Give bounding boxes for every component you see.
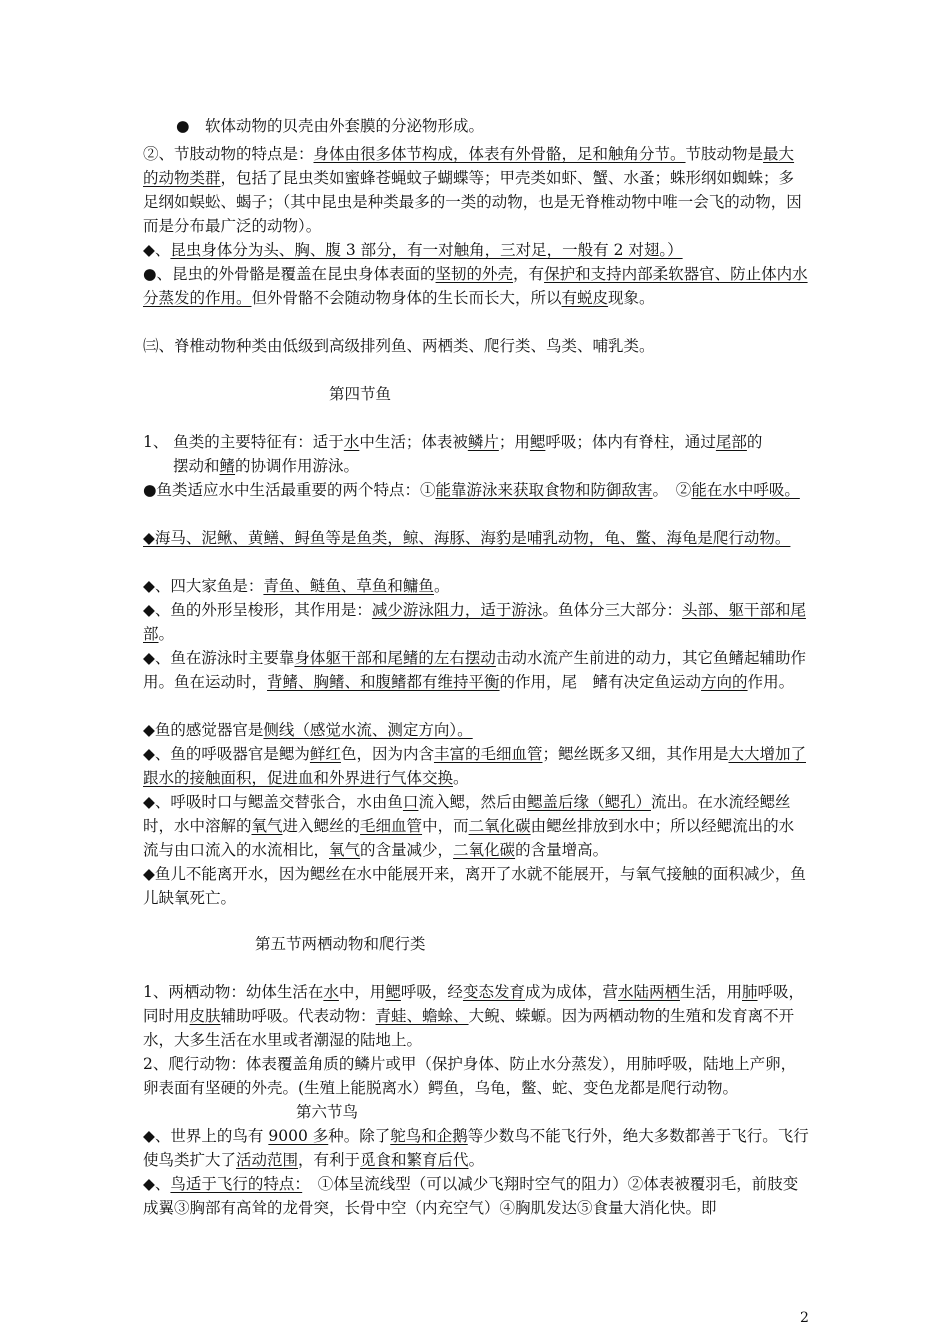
underlined-term: 觅食和繁育后代 <box>360 1151 469 1169</box>
underlined-term: 鳞片 <box>467 433 499 451</box>
text-run: 。 <box>158 625 175 643</box>
paragraph-reptiles: 2、爬行动物：体表覆盖角质的鳞片或甲（保护身体、防止水分蒸发），用肺呼吸，陆地上产卵，卵表面有坚硬的外壳。(生殖上能脱离水）鳄鱼，乌龟，鳖、蛇、变色龙都是爬行动物。 <box>143 1055 797 1097</box>
text-run: 中生活；体表被 <box>359 433 468 451</box>
paragraph-four-carps <box>143 574 809 598</box>
section-heading-fish: 第四节鱼 <box>329 385 392 403</box>
text-run: ◆、呼吸时口与鳃盖交替张合，水由鱼 <box>143 793 403 811</box>
underlined-term: 青鱼、鲢鱼、草鱼和鳙鱼 <box>263 577 434 595</box>
paragraph-insect-exoskeleton <box>143 262 809 310</box>
text-run: ，有利于 <box>298 1151 361 1169</box>
text-run: 呼吸，同时用 <box>143 983 805 1025</box>
paragraph-amphibians <box>143 980 809 1052</box>
underlined-term: 鳃 <box>385 983 401 1001</box>
section-heading-birds: 第六节鸟 <box>296 1103 359 1121</box>
text-run: 的协调作用游泳。 <box>235 457 360 475</box>
underlined-term: 最大的动物类群 <box>143 145 795 187</box>
underlined-term: 侧线（感觉水流、测定方向）。 <box>263 721 473 739</box>
text-run: ②、节肢动物的特点是： <box>143 145 314 163</box>
underlined-term: 活动范围 <box>236 1151 299 1169</box>
text-run: ●、昆虫的外骨骼是覆盖在昆虫身体表面的 <box>143 265 436 283</box>
text-run: 。鱼体分三大部分： <box>542 601 682 619</box>
text-run: 等少数鸟不能飞行外，绝大多数都善于飞行。飞行使鸟类扩大了 <box>143 1127 809 1169</box>
underlined-term: 水陆两栖 <box>617 983 680 1001</box>
underlined-term: 变态发育 <box>462 983 525 1001</box>
underlined-term: 昆虫身体分为头、胸、腹 3 部分，有一对触角，三对足，一般有 2 对翅。） <box>170 241 683 259</box>
section-heading-amphibians: 第五节两栖动物和爬行类 <box>255 935 426 953</box>
underlined-term: 鸟适于飞行的特点： <box>170 1175 303 1193</box>
paragraph-fish-features-cont <box>173 454 809 478</box>
paragraph-insect-body <box>143 238 809 262</box>
paragraph-bird-flight <box>143 1172 809 1220</box>
paragraph-mollusk-shell: ● 软体动物的贝壳由外套膜的分泌物形成。 <box>176 117 485 135</box>
text-run: 。 <box>433 577 450 595</box>
underlined-term: 能在水中呼吸。 <box>691 481 800 499</box>
underlined-term: 二氧化碳 <box>453 841 516 859</box>
underlined-term: 毛细血管 <box>360 817 423 835</box>
underlined-term: 减少游泳阻力，适于游泳 <box>371 601 543 619</box>
underlined-term: 皮肤 <box>189 1007 221 1025</box>
paragraph-arthropod-features <box>143 142 809 238</box>
text-run: 流出。在水流经鳃丝时，水中溶解的 <box>143 793 791 835</box>
text-run: ◆、 <box>143 241 171 259</box>
text-run: 流入鳃，然后由 <box>418 793 527 811</box>
text-run: 作用。 <box>747 673 795 691</box>
underlined-term: 水 <box>343 433 360 451</box>
underlined-term: 9000 多 <box>268 1127 329 1145</box>
text-run: 呼吸，经 <box>400 983 463 1001</box>
underlined-term: 丰富的毛细血管 <box>433 745 543 763</box>
text-run: 中，用 <box>338 983 386 1001</box>
page-number: 2 <box>800 1310 809 1326</box>
paragraph-fish-gills <box>143 742 809 790</box>
text-run: 的作用，尾 鳍有决定鱼运动 <box>499 673 702 691</box>
underlined-term: 身体由很多体节构成，体表有外骨骼，足和触角分节。 <box>313 145 686 163</box>
text-run: ◆、鱼的呼吸器官是鳃为 <box>143 745 310 763</box>
underlined-term: 有蜕皮 <box>561 289 609 307</box>
underlined-term: 头部、躯干部和尾部 <box>143 601 806 643</box>
text-run: ，包括了昆虫类如蜜蜂苍蝇蚊子蝴蝶等；甲壳类如虾、蟹、水蚤；蛛形纲如蜘蛛；多足纲如蜈蚣、蝎子；（其中昆虫是种类最多的一类的动物，也是无脊椎动物中唯一会飞的动物，因而是分布最广泛的动物）。 <box>143 169 802 235</box>
text-run: 1、两栖动物：幼体生活在 <box>143 983 324 1001</box>
paragraph-fish-sense <box>143 718 809 742</box>
underlined-term: 坚韧的外壳 <box>435 265 514 283</box>
text-run: 由鳃丝排放到水中；所以经鳃流出的水流与由口流入的水流相比， <box>143 817 795 859</box>
underlined-term: 鳃 <box>529 433 546 451</box>
paragraph-fish-swimming <box>143 646 809 694</box>
underlined-term: 氧气 <box>329 841 361 859</box>
underlined-term: 二氧化碳 <box>468 817 531 835</box>
underlined-term: 水 <box>323 983 339 1001</box>
text-run: 成为成体，营 <box>524 983 618 1001</box>
text-run: ●鱼类适应水中生活最重要的两个特点：① <box>143 481 436 499</box>
underlined-term: 鲜红 <box>309 745 341 763</box>
text-run: 大鲵、蝾螈。因为两栖动物的生殖和发育离不开水，大多生活在水里或者潮湿的陆地上。 <box>143 1007 795 1049</box>
paragraph-fish-shape <box>143 598 809 646</box>
paragraph-vertebrate-order: ㈢、脊椎动物种类由低级到高级排列鱼、两栖类、爬行类、鸟类、哺乳类。 <box>143 337 655 355</box>
text-run: ，有 <box>513 265 545 283</box>
underlined-term: 青蛙、蟾蜍、 <box>375 1007 469 1025</box>
paragraph-fish-water: ◆鱼儿不能离开水，因为鳃丝在水中能展开来，离开了水就不能展开，与氧气接触的面积减少，鱼儿缺氧死亡。 <box>143 865 806 907</box>
text-run: ◆、鱼在游泳时主要靠 <box>143 649 295 667</box>
text-run: 。 <box>453 769 469 787</box>
underlined-term: 鳃盖后缘（鳃孔） <box>526 793 651 811</box>
text-run: 呼吸；体内有脊柱，通过 <box>545 433 716 451</box>
text-run: 色，因为内含 <box>340 745 434 763</box>
underlined-term: 能靠游泳来获取食物和防御敌害 <box>435 481 653 499</box>
text-run: ；用 <box>498 433 530 451</box>
text-run: ◆、 <box>143 1175 171 1193</box>
paragraph-fish-adaptation <box>143 478 809 502</box>
underlined-term: 身体躯干部和尾鳍的左右摆动 <box>294 649 496 667</box>
paragraph-fish-classification <box>143 526 809 550</box>
text-run: 击动水流产生前进的动力，其它鱼鳍起辅助作用。鱼在运动时， <box>143 649 806 691</box>
text-run: 1、 鱼类的主要特征有：适于 <box>143 433 344 451</box>
underlined-term: 肺 <box>742 983 758 1001</box>
text-run: 辅助呼吸。代表动物： <box>220 1007 376 1025</box>
text-run: ①体呈流线型（可以减少飞翔时空气的阻力）②体表被覆羽毛，前肢变成翼③胸部有高耸的龙骨突，长骨中空（内充空气）④胸肌发达⑤食量大消化快。即 <box>143 1175 799 1217</box>
text-run: ；鳃丝既多又细，其作用是 <box>542 745 729 763</box>
text-run: ◆、世界上的鸟有 <box>143 1127 269 1145</box>
underlined-term: 方向的 <box>701 673 748 691</box>
underlined-term: 背鳍、胸鳍、和腹鳍都有维持平衡 <box>267 673 500 691</box>
text-run: 摆动和 <box>173 457 220 475</box>
paragraph-fish-breathing <box>143 790 809 862</box>
underlined-term: 鳍 <box>219 457 236 475</box>
text-run: 中，而 <box>422 817 469 835</box>
text-run: ◆、鱼的外形呈梭形，其作用是： <box>143 601 372 619</box>
text-run: 进入鳃丝的 <box>282 817 361 835</box>
underlined-term: 大大增加了跟水的接触面积，促进血和外界进行气体交换 <box>143 745 806 787</box>
paragraph-fish-features <box>143 430 809 454</box>
text-run: 种。除了 <box>328 1127 391 1145</box>
text-run: 。 ② <box>652 481 692 499</box>
text-run: 生活，用 <box>679 983 742 1001</box>
text-run: 的含量减少， <box>360 841 454 859</box>
paragraph-bird-count <box>143 1124 809 1172</box>
underlined-term: 保护和支持内部柔软器官、防止体内水分蒸发的作用。 <box>143 265 808 307</box>
underlined-term: 尾部 <box>715 433 747 451</box>
underlined-term: 氧气 <box>251 817 283 835</box>
text-run: 节肢动物是 <box>685 145 764 163</box>
text-run: 的含量增高。 <box>515 841 609 859</box>
text-run: ◆鱼的感觉器官是 <box>143 721 264 739</box>
text-run: ◆、四大家鱼是： <box>143 577 264 595</box>
text-run: 但外骨骼不会随动物身体的生长而长大，所以 <box>251 289 562 307</box>
text-run: 的 <box>746 433 763 451</box>
underlined-term: 口 <box>402 793 419 811</box>
text-run: 现象。 <box>608 289 655 307</box>
text-run: 。 <box>468 1151 485 1169</box>
underlined-term: 鸵鸟和企鹅 <box>390 1127 468 1145</box>
underlined-term: ◆海马、泥鳅、黄鳝、鲟鱼等是鱼类，鲸、海豚、海豹是哺乳动物，龟、鳖、海龟是爬行动物。 <box>143 529 791 547</box>
